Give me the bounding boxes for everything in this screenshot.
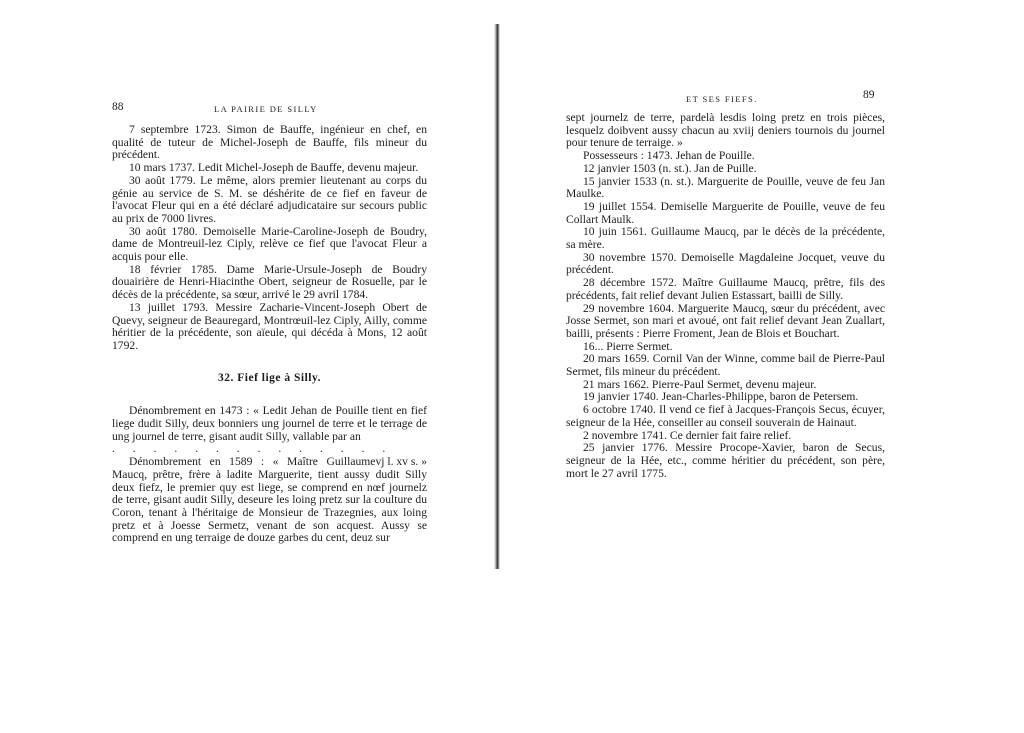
section-heading: 32. Fief lige à Silly. <box>218 371 321 384</box>
paragraph: 20 mars 1659. Cornil Van der Winne, comme bail de Pierre-Paul Sermet, fils mineur du précédent. <box>566 352 885 379</box>
page-number: 89 <box>863 89 875 101</box>
paragraph: 19 juillet 1554. Demiselle Marguerite de Pouille, veuve de feu Collart Maulk. <box>566 199 885 226</box>
paragraph: 28 décembre 1572. Maître Guillaume Maucq, prêtre, fils des précédents, fait relief devant Julien Estassart, bailli de Silly. <box>566 276 885 302</box>
left-text-block <box>112 124 427 545</box>
paragraph-1473: Dénombrement en 1473 : « Ledit Jehan de Pouille tient en fief liege dudit Silly, deux bonniers ung journel de terre et le terrage de ung journel de terre, gisant audit Silly, vallable par an <box>112 404 427 443</box>
paragraph: 12 janvier 1503 (n. st.). Jan de Puille. <box>583 161 757 175</box>
page-number: 88 <box>112 101 124 113</box>
amount: vj l. xv s. » <box>375 455 427 469</box>
paragraph: 7 septembre 1723. Simon de Bauffe, ingénieur en chef, en qualité de tuteur de Michel-Joseph de Bauffe, fils mineur du précédent. <box>112 123 427 162</box>
paragraph: 13 juillet 1793. Messire Zacharie-Vincent-Joseph Obert de Quevy, seigneur de Beauregard, Montrœuil-lez Ciply, Ailly, comme héritier de la précédente, son aïeule, qui décéda à Mons, 12 août 1792. <box>112 300 427 352</box>
paragraph: sept journelz de terre, pardelà lesdis loing pretz en trois pièces, lesquelz doibvent aussy chacun au xviij deniers tournois du journel pour tenure de terraige. » <box>566 111 885 150</box>
running-head: LA PAIRIE DE SILLY <box>214 104 318 114</box>
paragraph: 2 novembre 1741. Ce dernier fait faire relief. <box>583 428 792 442</box>
running-head: ET SES FIEFS. <box>686 94 758 104</box>
paragraph: 30 août 1779. Le même, alors premier lieutenant au corps du génie au service de S. M. se déshérite de ce fief en faveur de l'avocat Fleur qui en a été déclaré adjudicataire sur secours public au prix de 7000 livres. <box>112 173 427 225</box>
paragraph: 10 mars 1737. Ledit Michel-Joseph de Bauffe, devenu majeur. <box>129 161 419 175</box>
paragraph-1589: Dénombrement en 1589 : « Maître Guillaume Maucq, prêtre, frère à ladite Marguerite, tient aussy dudit Silly deux fiefz, le premier quy est liege, se comprend en nœf journelz de terre, gisant audit Silly, deseure les loing pretz sur la coulture du Coron, tenant à l'héritaige de Monsieur de Trazegnies, aux loing pretz et à Joesse Sermetz, venant de son acquest. Aussy se comprend en ung terraige de douze garbes du cent, deuz sur <box>112 455 427 545</box>
paragraph: 30 août 1780. Demoiselle Marie-Caroline-Joseph de Boudry, dame de Montreuil-lez Ciply, relève ce fief que l'avocat Fleur a acquis pour elle. <box>112 224 427 264</box>
paragraph: 30 novembre 1570. Demoiselle Magdaleine Jocquet, veuve du précédent. <box>566 250 885 277</box>
paragraph: 18 février 1785. Dame Marie-Ursule-Joseph de Boudry douairière de Henri-Hiacinthe Obert, seigneur de Rosuelle, par le décès de la précédente, sa sœur, arrivé le 29 avril 1784. <box>112 262 427 302</box>
paragraph: 19 janvier 1740. Jean-Charles-Philippe, baron de Petersem. <box>583 390 859 404</box>
paragraph: 21 mars 1662. Pierre-Paul Sermet, devenu majeur. <box>583 377 817 391</box>
leader-dots: . . . . . . . . . . . . . . <box>112 442 393 456</box>
right-page <box>506 0 1024 733</box>
paragraph: 10 juin 1561. Guillaume Maucq, par le décès de la précédente, sa mère. <box>566 225 885 252</box>
book-gutter <box>494 24 500 569</box>
paragraph: 29 novembre 1604. Marguerite Maucq, sœur du précédent, avec Josse Sermet, son mari et avoué, ont fait relief devant Jean Zuallart, bailli, présents : Pierre Froment, Jean de Blois et Bouchart. <box>566 301 885 340</box>
right-text-block <box>566 112 885 480</box>
paragraph: 6 octobre 1740. Il vend ce fief à Jacques-François Secus, écuyer, seigneur de la Hée, conseiller au conseil souverain de Hainaut. <box>566 403 885 429</box>
paragraph: 16... Pierre Sermet. <box>583 339 673 353</box>
paragraph: Possesseurs : 1473. Jehan de Pouille. <box>583 149 755 163</box>
paragraph: 15 janvier 1533 (n. st.). Marguerite de Pouille, veuve de feu Jan Maulke. <box>566 174 885 201</box>
left-page <box>0 0 500 733</box>
paragraph: 25 janvier 1776. Messire Procope-Xavier, baron de Secus, seigneur de la Hée, etc., comme héritier du précédent, son père, mort le 27 avril 1775. <box>566 441 885 480</box>
